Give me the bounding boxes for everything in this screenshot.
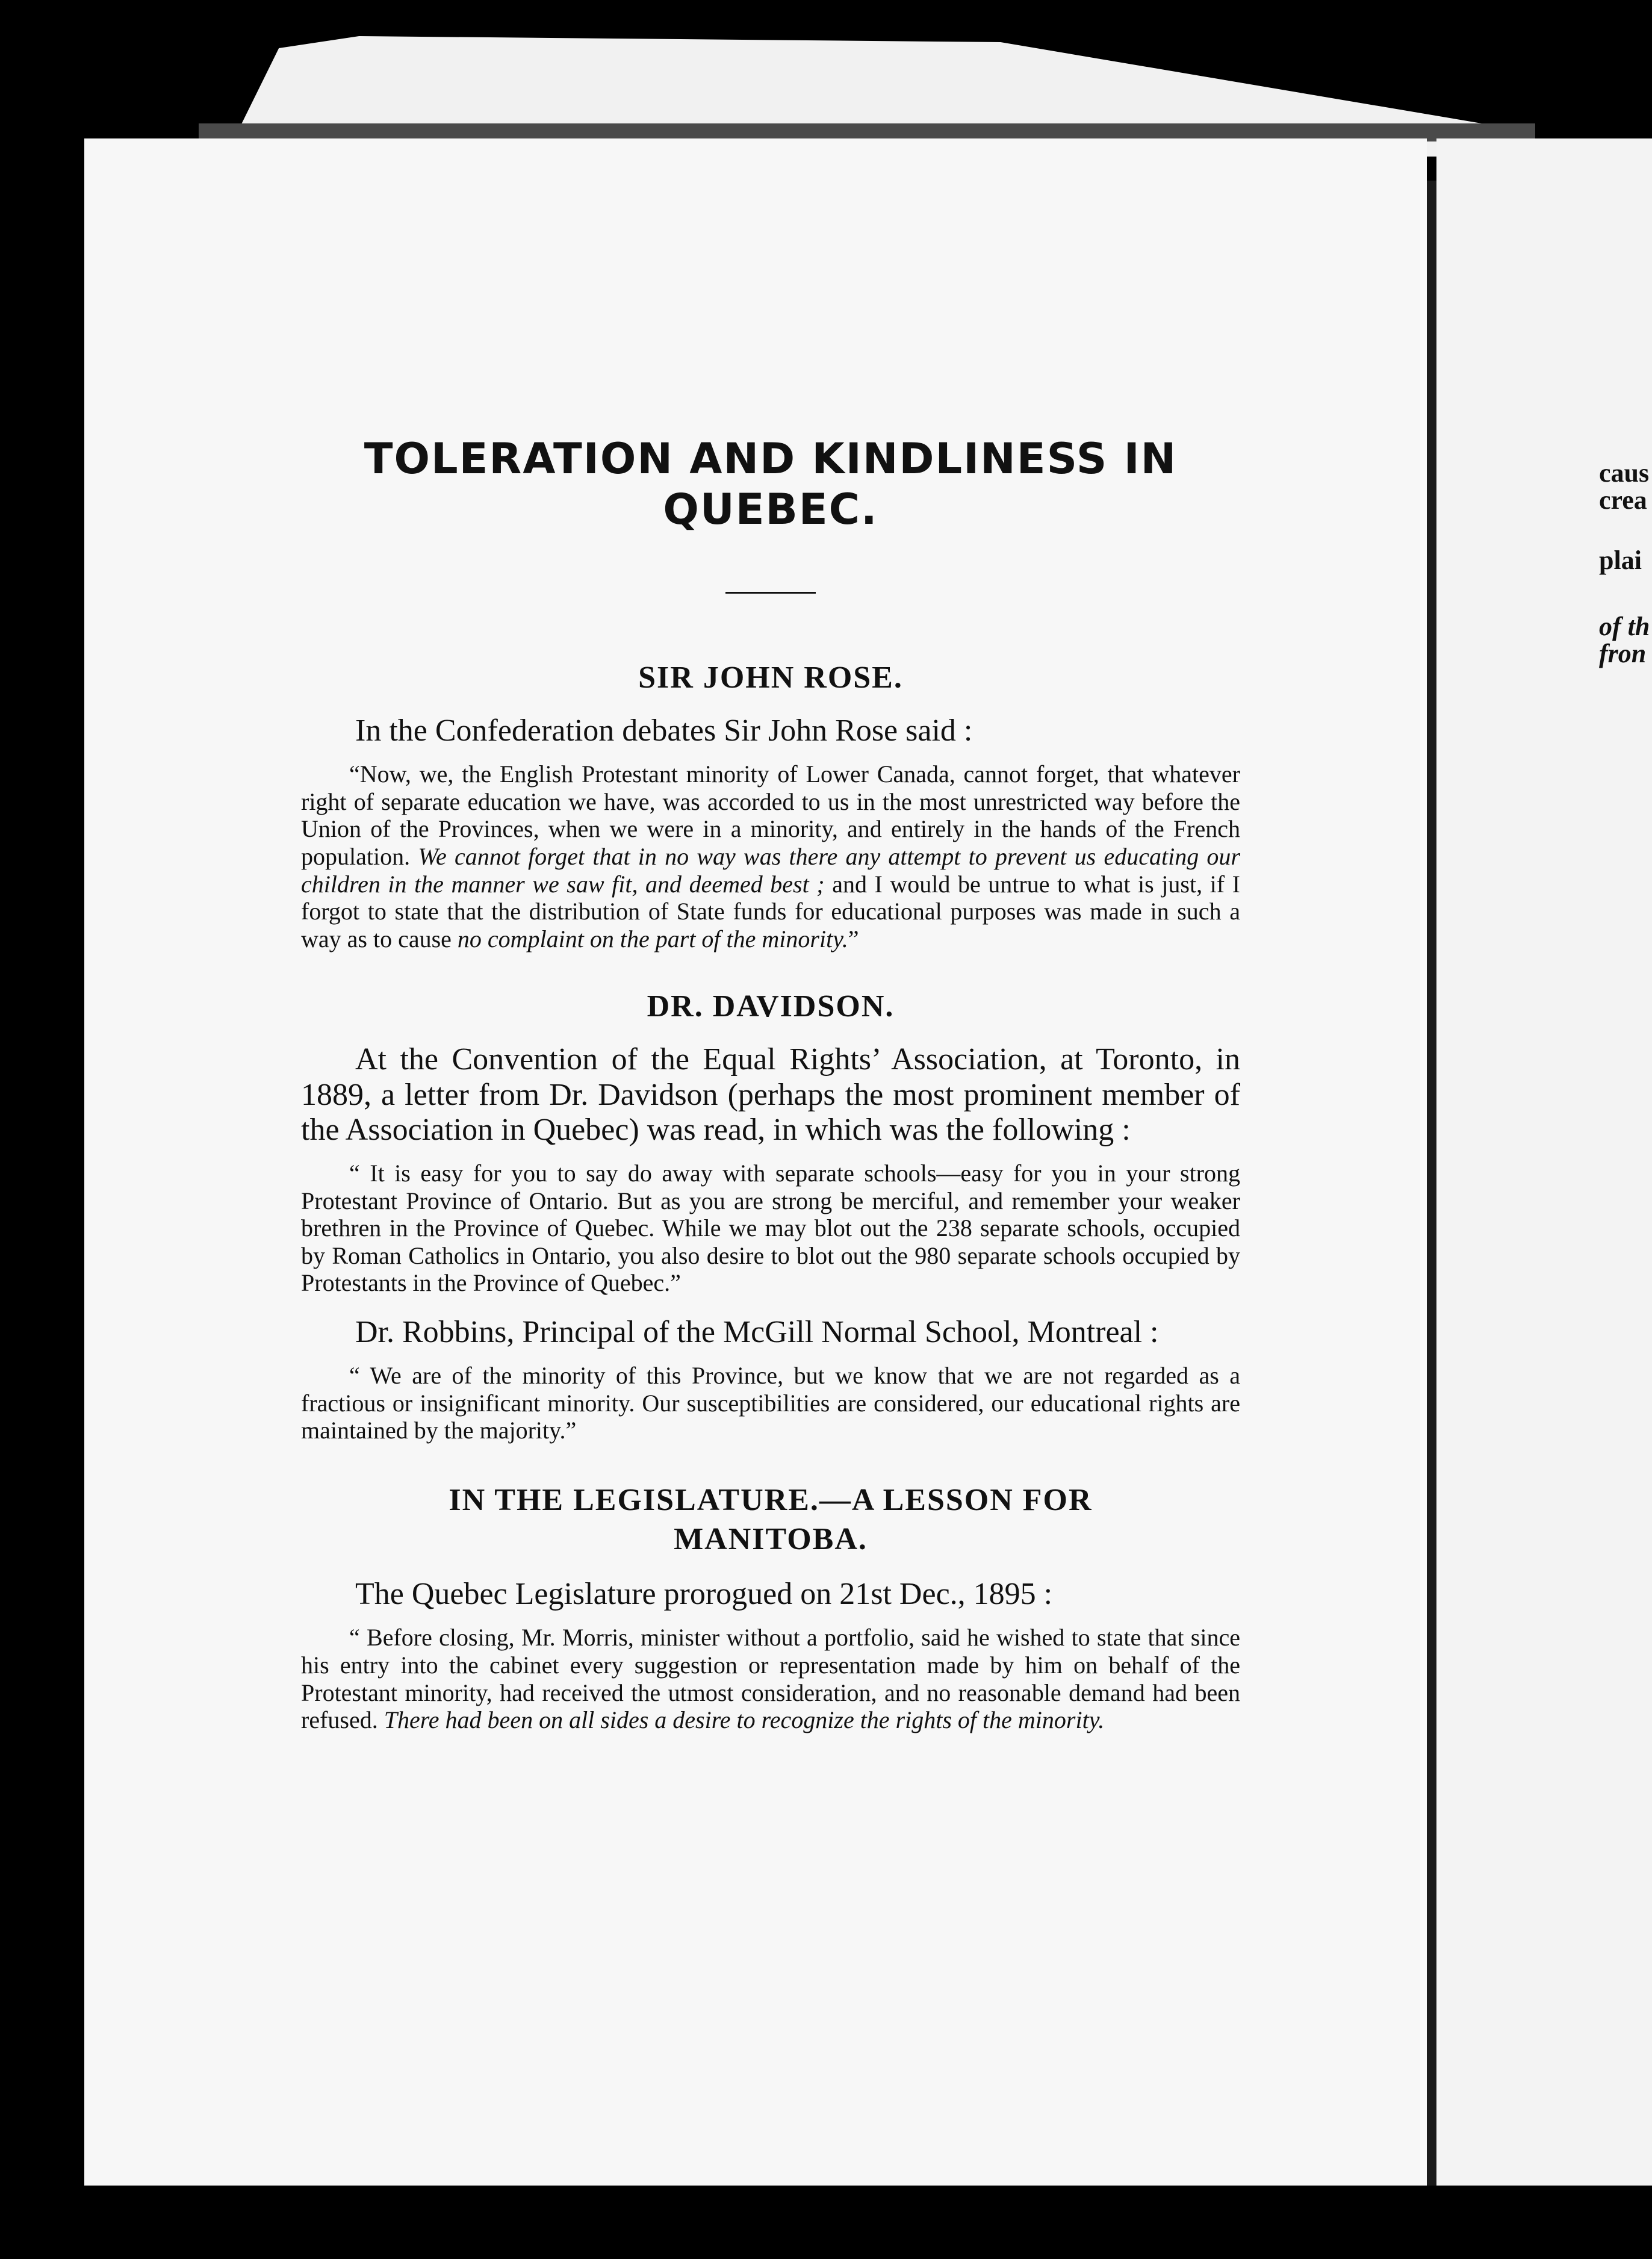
page-gutter [1427,181,1436,2186]
section-heading: DR. DAVIDSON. [647,989,895,1024]
section-heading: SIR JOHN ROSE. [638,660,903,695]
quote-text: and I would be untrue to what is just, if I forgot to state that the distribution of State funds for educational purposes was made in such a way as to cause [301,870,1240,952]
quote-text: “Now, we, the English Protestant minority of Lower Canada, cannot forget, that whatever right of separate education we have, was accorded to us in the most unrestricted way before the Union of the Provinces, when we were in a minority, and entirely in the hands of the French population. [301,760,1240,871]
right-fragment-3: plai [1599,545,1642,575]
document-title: TOLERATION AND KINDLINESS IN QUEBEC. [364,434,1178,534]
section-dr-davidson [301,989,1240,1444]
section-quote: “ It is easy for you to say do away with separate schools—easy for you in your strong Protestant Province of Ontario. But as you are strong be merciful, and remember your weaker brethren in the Province of Quebec. While we may blot out the 238 separate schools, occupied by Roman Catholics in Ontario, you also desire to blot out the 980 separate schools occupied by Protestants in the Province of Quebec.” [301,1160,1240,1297]
section-lead: At the Convention of the Equal Rights’ Association, at Toronto, in 1889, a letter from Dr. Davidson (perhaps the most prominent member of the Association in Quebec) was read, in which was the following : [301,1042,1240,1147]
section-lead: The Quebec Legislature prorogued on 21st Dec., 1895 : [355,1577,1053,1612]
right-fragment-4: of th [1599,612,1650,641]
title-rule [725,592,816,594]
page-content [301,433,1240,1770]
quote-italic: no complaint on the part of the minority. [457,925,848,952]
quote-italic: There had been on all sides a desire to recognize the rights of the minority. [384,1706,1105,1734]
section-lead: In the Confederation debates Sir John Rose said : [355,713,973,748]
section-sir-john-rose [301,660,1240,952]
right-fragment-1: caus [1599,458,1650,488]
section-quote [301,760,1240,952]
quote-text: “ Before closing, Mr. Morris, minister without a portfolio, said he wished to state that since his entry into the cabinet every suggestion or representation made by him on behalf of the Protestant minority, had received the utmost consideration, and no reasonable demand had been refused. [301,1624,1240,1734]
quote-italic: We cannot forget that in no way was there any attempt to prevent us educating our children in the manner we saw fit, and deemed best ; [301,843,1240,898]
right-page [1436,138,1652,2186]
quote-close: ” [848,925,859,952]
section-heading: IN THE LEGISLATURE.—A LESSON FOR MANITOBA. [449,1483,1093,1557]
right-fragment-5: fron [1599,639,1647,668]
section-legislature [301,1481,1240,1734]
section-lead-2: Dr. Robbins, Principal of the McGill Normal School, Montreal : [355,1315,1159,1350]
section-quote-2: “ We are of the minority of this Province, but we know that we are not regarded as a fractious or insignificant minority. Our susceptibilities are considered, our educational rights are maintained by the majority.” [301,1362,1240,1444]
section-quote [301,1624,1240,1733]
right-fragment-2: crea [1599,485,1647,515]
